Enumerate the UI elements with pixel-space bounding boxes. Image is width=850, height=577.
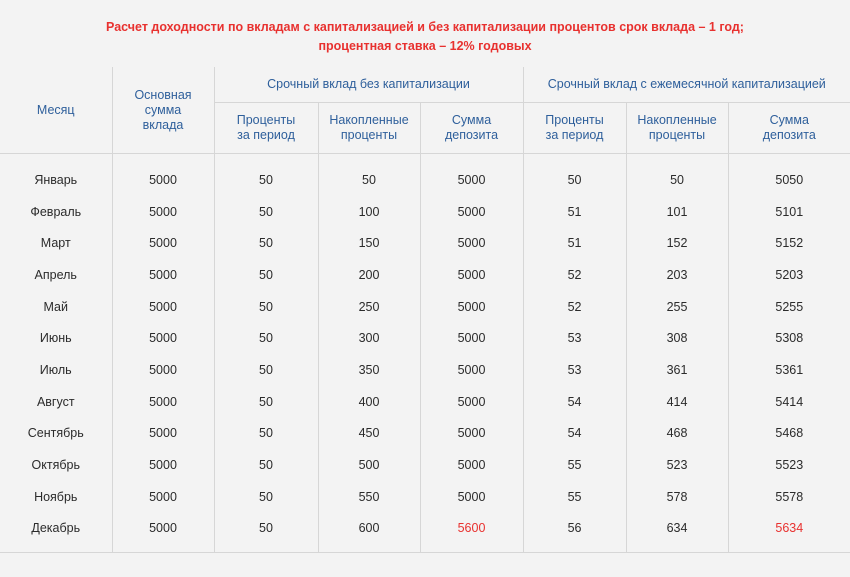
cell-nc-sum: 5000 [420,154,523,196]
cell-c-period: 52 [523,291,626,323]
cell-nc-acc: 350 [318,354,420,386]
cell-c-acc: 308 [626,322,728,354]
cell-nc-acc: 550 [318,481,420,513]
cell-nc-acc: 450 [318,418,420,450]
cell-nc-acc: 500 [318,449,420,481]
cell-nc-sum: 5000 [420,259,523,291]
cell-month: Август [0,386,112,418]
cell-c-sum: 5361 [775,362,804,377]
cell-nc-period: 50 [214,481,318,513]
cell-nc-period: 50 [214,449,318,481]
table-row [0,386,850,418]
cell-nc-sum: 5000 [420,418,523,450]
cell-nc-sum: 5000 [420,449,523,481]
cell-month: Ноябрь [0,481,112,513]
cell-base: 5000 [112,291,214,323]
cell-c-period: 55 [523,481,626,513]
table-row [0,291,850,323]
cell-month: Октябрь [0,449,112,481]
title-line-2: процентная ставка – 12% годовых [318,39,532,53]
cell-c-period: 55 [523,449,626,481]
cell-month: Декабрь [0,513,112,553]
header-nc-deposit-sum: Сумма депозита [420,103,523,154]
deposit-table [0,67,850,553]
cell-nc-acc: 50 [318,154,420,196]
header-group-capitalization: Срочный вклад с ежемесячной капитализацией [523,67,850,103]
cell-c-acc: 203 [626,259,728,291]
cell-nc-sum: 5000 [420,386,523,418]
table-row [0,418,850,450]
cell-nc-period: 50 [214,513,318,553]
cell-c-period: 56 [523,513,626,553]
cell-base: 5000 [112,354,214,386]
cell-c-period: 53 [523,322,626,354]
cell-nc-sum: 5000 [420,322,523,354]
cell-c-period: 53 [523,354,626,386]
cell-base: 5000 [112,196,214,228]
cell-base: 5000 [112,449,214,481]
cell-nc-acc: 200 [318,259,420,291]
cell-nc-sum: 5000 [420,196,523,228]
title-line-1: Расчет доходности по вкладам с капитализацией и без капитализации процентов срок вклада – 1 год; [106,20,744,34]
header-c-period-interest: Проценты за период [523,103,626,154]
header-c-deposit-sum: Сумма депозита [728,103,850,154]
cell-c-acc: 414 [626,386,728,418]
table-row [0,196,850,228]
cell-month: Январь [0,154,112,196]
cell-nc-sum: 5000 [420,227,523,259]
cell-base: 5000 [112,259,214,291]
cell-c-acc: 255 [626,291,728,323]
cell-nc-period: 50 [214,386,318,418]
cell-base: 5000 [112,322,214,354]
cell-nc-acc: 600 [318,513,420,553]
cell-nc-period: 50 [214,154,318,196]
cell-month: Сентябрь [0,418,112,450]
cell-c-sum: 5578 [775,489,804,504]
table-row [0,449,850,481]
header-month: Месяц [0,67,112,154]
header-c-accumulated: Накопленные проценты [626,103,728,154]
cell-base: 5000 [112,227,214,259]
cell-c-period: 52 [523,259,626,291]
header-nc-period-interest: Проценты за период [214,103,318,154]
cell-c-sum: 5203 [775,267,804,282]
cell-nc-period: 50 [214,259,318,291]
cell-nc-sum: 5000 [420,481,523,513]
cell-nc-sum: 5000 [420,291,523,323]
cell-c-acc: 468 [626,418,728,450]
cell-month: Июль [0,354,112,386]
cell-c-acc: 523 [626,449,728,481]
cell-nc-acc: 100 [318,196,420,228]
table-row [0,227,850,259]
cell-c-sum: 5308 [775,331,804,346]
cell-nc-period: 50 [214,227,318,259]
cell-c-period: 51 [523,196,626,228]
cell-month: Март [0,227,112,259]
cell-nc-period: 50 [214,418,318,450]
table-row [0,322,850,354]
cell-c-period: 50 [523,154,626,196]
cell-month: Июнь [0,322,112,354]
cell-base: 5000 [112,513,214,553]
cell-month: Май [0,291,112,323]
cell-nc-sum: 5600 [420,513,523,553]
cell-c-sum: 5634 [728,513,850,553]
table-row [0,259,850,291]
cell-nc-period: 50 [214,196,318,228]
cell-nc-acc: 150 [318,227,420,259]
cell-c-sum: 5468 [775,426,804,441]
cell-c-period: 54 [523,386,626,418]
cell-c-sum: 5414 [775,394,804,409]
cell-base: 5000 [112,418,214,450]
cell-month: Февраль [0,196,112,228]
cell-nc-acc: 250 [318,291,420,323]
cell-base: 5000 [112,154,214,196]
cell-nc-period: 50 [214,322,318,354]
cell-c-sum: 5523 [775,458,804,473]
header-nc-accumulated: Накопленные проценты [318,103,420,154]
cell-c-acc: 634 [626,513,728,553]
table-row [0,513,850,553]
cell-c-acc: 361 [626,354,728,386]
cell-base: 5000 [112,481,214,513]
cell-nc-acc: 300 [318,322,420,354]
cell-c-period: 51 [523,227,626,259]
cell-c-sum: 5152 [775,236,804,251]
cell-c-acc: 152 [626,227,728,259]
page-title [0,18,850,56]
cell-nc-period: 50 [214,291,318,323]
header-base-sum: Основная сумма вклада [112,67,214,154]
cell-c-acc: 50 [626,154,728,196]
cell-nc-sum: 5000 [420,354,523,386]
table-row [0,481,850,513]
cell-c-sum: 5050 [775,172,804,187]
header-group-no-capitalization: Срочный вклад без капитализации [214,67,523,103]
cell-c-sum: 5255 [775,299,804,314]
cell-nc-acc: 400 [318,386,420,418]
cell-c-acc: 578 [626,481,728,513]
table-row [0,354,850,386]
cell-c-acc: 101 [626,196,728,228]
cell-month: Апрель [0,259,112,291]
cell-nc-period: 50 [214,354,318,386]
cell-c-period: 54 [523,418,626,450]
cell-c-sum: 5101 [775,204,804,219]
table-row [0,154,850,196]
cell-base: 5000 [112,386,214,418]
